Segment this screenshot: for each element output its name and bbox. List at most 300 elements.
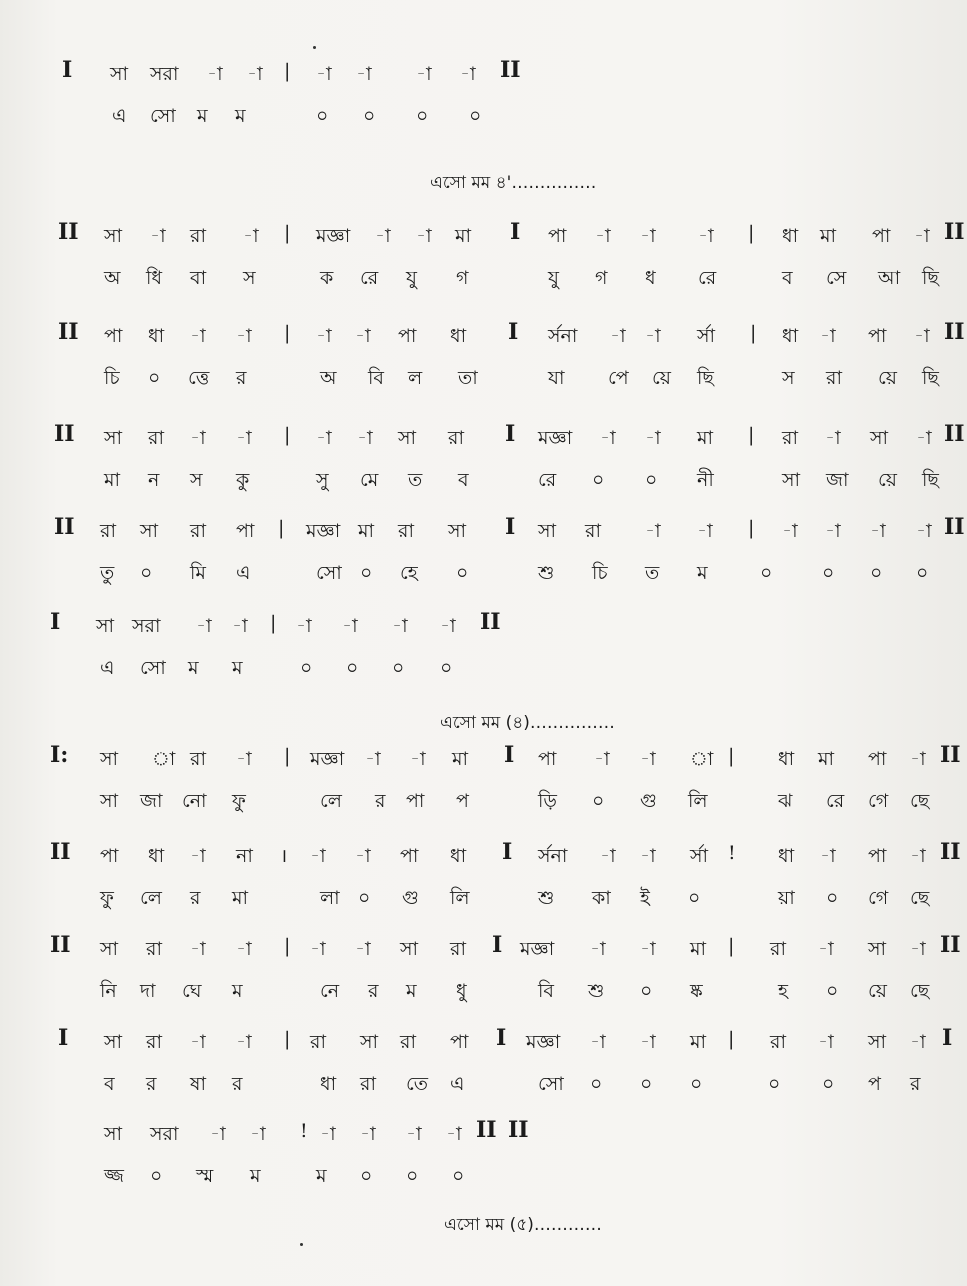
lyric-syllable: ০ xyxy=(406,1165,419,1187)
swara-note: -া xyxy=(416,225,432,247)
swara-note: রা xyxy=(190,520,206,542)
lyric-syllable: মা xyxy=(232,887,249,909)
lyric-syllable: জা xyxy=(826,469,849,491)
swara-note: ধা xyxy=(778,748,795,770)
notation-block xyxy=(0,1025,967,1104)
swara-note: রা xyxy=(770,1031,786,1053)
bar-separator: | xyxy=(748,222,755,244)
lyric-line xyxy=(0,977,967,1011)
lyric-syllable: কা xyxy=(592,887,611,909)
swara-note: মা xyxy=(820,225,837,247)
lyric-syllable: নো xyxy=(182,790,207,812)
lyric-syllable: এ xyxy=(236,562,251,584)
lyric-syllable: ছি xyxy=(922,267,939,289)
ink-speck xyxy=(313,46,316,49)
lyric-syllable: এ xyxy=(112,105,127,127)
lyric-syllable: কু xyxy=(236,469,250,491)
bar-mark: I xyxy=(505,421,516,447)
lyric-line xyxy=(0,364,967,398)
swara-note: রা xyxy=(100,520,116,542)
swara-note: সা xyxy=(110,63,129,85)
swara-note: -া xyxy=(416,63,432,85)
lyric-syllable: লি xyxy=(688,790,708,812)
swara-note: পা xyxy=(398,325,417,347)
swara-note: র্সা xyxy=(697,325,716,347)
swara-note: মজ্ঞা xyxy=(520,938,555,960)
swara-note: -া xyxy=(190,427,206,449)
lyric-line xyxy=(0,559,967,593)
lyric-syllable: ০ xyxy=(826,980,839,1002)
lyric-syllable: ই xyxy=(640,887,650,909)
swara-note: মজ্ঞা xyxy=(306,520,341,542)
swara-note: মজ্ঞা xyxy=(538,427,573,449)
bar-separator: | xyxy=(284,322,291,344)
lyric-syllable: ০ xyxy=(826,887,839,909)
notation-block xyxy=(0,742,967,821)
lyric-syllable: ফু xyxy=(232,790,246,812)
lyric-syllable: গু xyxy=(402,887,419,909)
lyric-syllable: ০ xyxy=(358,887,371,909)
swara-note: সা xyxy=(104,1031,123,1053)
swara-note: -া xyxy=(392,615,408,637)
notation-block xyxy=(0,839,967,918)
swara-note: -া xyxy=(232,615,248,637)
swara-note: রা xyxy=(146,1031,162,1053)
lyric-syllable: বা xyxy=(190,267,207,289)
swara-note: -া xyxy=(645,325,661,347)
swara-note: মা xyxy=(358,520,375,542)
swara-note: সা xyxy=(104,427,123,449)
swara-note: পা xyxy=(868,325,887,347)
swara-note: -া xyxy=(190,845,206,867)
swara-note: পা xyxy=(236,520,255,542)
bar-separator: ! xyxy=(300,1120,308,1142)
lyric-syllable: প xyxy=(456,790,469,812)
lyric-syllable: ল xyxy=(408,367,423,389)
swara-note: ধা xyxy=(148,325,165,347)
swara-note: -া xyxy=(236,748,252,770)
ink-speck xyxy=(300,1243,303,1246)
lyric-syllable: ধু xyxy=(456,980,467,1002)
lyric-syllable: ০ xyxy=(363,105,376,127)
swara-note: -া xyxy=(916,427,932,449)
lyric-syllable: য়ে xyxy=(868,980,887,1002)
lyric-syllable: লে xyxy=(320,790,342,812)
bar-mark: I: xyxy=(50,742,69,768)
bar-separator: | xyxy=(748,424,755,446)
swara-note: -া xyxy=(640,845,656,867)
swara-note: -া xyxy=(645,427,661,449)
lyric-syllable: যু xyxy=(406,267,417,289)
swara-note: -া xyxy=(594,748,610,770)
swara-note: -া xyxy=(360,1123,376,1145)
lyric-syllable: স xyxy=(190,469,203,491)
swara-note: -া xyxy=(250,1123,266,1145)
notation-block xyxy=(0,57,967,136)
lyric-syllable: ম xyxy=(316,1165,327,1187)
notation-block xyxy=(0,1117,967,1196)
lyric-syllable: ০ xyxy=(592,469,605,491)
swara-note: র্সনা xyxy=(538,845,568,867)
bar-mark: I xyxy=(502,839,513,865)
lyric-syllable: ০ xyxy=(822,1073,835,1095)
swara-note: পা xyxy=(868,748,887,770)
lyric-syllable: যা xyxy=(548,367,565,389)
swara-note: মা xyxy=(452,748,469,770)
lyric-line xyxy=(0,1070,967,1104)
lyric-syllable: ঝ xyxy=(778,790,793,812)
swara-note: -া xyxy=(818,938,834,960)
swara-note: -া xyxy=(236,938,252,960)
swara-note: -া xyxy=(207,63,223,85)
lyric-syllable: সে xyxy=(826,267,847,289)
lyric-line xyxy=(0,654,967,688)
swara-note: পা xyxy=(538,748,557,770)
swara-note: -া xyxy=(870,520,886,542)
lyric-syllable: ছি xyxy=(697,367,714,389)
lyric-syllable: ত xyxy=(408,469,423,491)
swara-line xyxy=(0,57,967,94)
lyric-syllable: নী xyxy=(697,469,714,491)
swara-note: ধা xyxy=(782,325,799,347)
lyric-syllable: র xyxy=(375,790,386,812)
lyric-syllable: এ xyxy=(450,1073,465,1095)
lyric-syllable: রে xyxy=(826,790,845,812)
lyric-syllable: র xyxy=(236,367,247,389)
lyric-syllable: হ xyxy=(778,980,788,1002)
bar-mark: I xyxy=(510,219,521,245)
bar-separator: | xyxy=(284,222,291,244)
swara-note: -া xyxy=(375,225,391,247)
swara-note: -া xyxy=(310,845,326,867)
lyric-syllable: তু xyxy=(100,562,115,584)
lyric-syllable: পে xyxy=(608,367,629,389)
lyric-syllable: তা xyxy=(458,367,478,389)
lyric-syllable: ছে xyxy=(910,790,930,812)
swara-note: রা xyxy=(146,938,162,960)
swara-note: পা xyxy=(104,325,123,347)
bar-mark: II xyxy=(54,421,75,447)
lyric-syllable: ব xyxy=(782,267,793,289)
lyric-syllable: নি xyxy=(100,980,117,1002)
swara-note: ধা xyxy=(450,325,467,347)
lyric-syllable: লি xyxy=(450,887,470,909)
swara-note: -া xyxy=(818,1031,834,1053)
swara-note: -া xyxy=(365,748,381,770)
lyric-syllable: চি xyxy=(104,367,120,389)
lyric-syllable: ০ xyxy=(870,562,883,584)
lyric-syllable: সো xyxy=(316,562,342,584)
swara-note: -া xyxy=(600,427,616,449)
bar-separator: | xyxy=(270,612,277,634)
lyric-syllable: ০ xyxy=(760,562,773,584)
lyric-syllable: ০ xyxy=(822,562,835,584)
swara-note: -া xyxy=(316,63,332,85)
swara-note: সরা xyxy=(132,615,161,637)
swara-note: সা xyxy=(448,520,467,542)
swara-note: -া xyxy=(610,325,626,347)
swara-line xyxy=(0,609,967,646)
bar-separator: | xyxy=(748,517,755,539)
swara-note: রা xyxy=(770,938,786,960)
swara-note: মজ্ঞা xyxy=(526,1031,561,1053)
swara-line xyxy=(0,514,967,551)
lyric-syllable: ০ xyxy=(640,1073,653,1095)
swara-note: রা xyxy=(400,1031,416,1053)
swara-note: মজ্ঞা xyxy=(316,225,351,247)
swara-note: -া xyxy=(355,938,371,960)
swara-note: -া xyxy=(910,1031,926,1053)
swara-note: পা xyxy=(872,225,891,247)
lyric-syllable: স xyxy=(243,267,256,289)
swara-note: -া xyxy=(355,845,371,867)
notation-block xyxy=(0,609,967,688)
lyric-syllable: জা xyxy=(140,790,163,812)
lyric-syllable: আ xyxy=(878,267,901,289)
bar-mark: I xyxy=(62,57,73,83)
swara-note: -া xyxy=(460,63,476,85)
swara-note: রা xyxy=(190,748,206,770)
lyric-syllable: প xyxy=(868,1073,881,1095)
swara-note: -া xyxy=(190,325,206,347)
swara-note: -া xyxy=(640,1031,656,1053)
lyric-syllable: র xyxy=(190,887,201,909)
lyric-syllable: ত্তে xyxy=(188,367,210,389)
lyric-syllable: সা xyxy=(100,790,119,812)
bar-mark: II xyxy=(50,932,71,958)
swara-note: -া xyxy=(316,427,332,449)
lyric-syllable: ফু xyxy=(100,887,114,909)
swara-note: মা xyxy=(818,748,835,770)
lyric-syllable: শু xyxy=(538,562,555,584)
swara-line xyxy=(0,219,967,256)
swara-note: সা xyxy=(868,1031,887,1053)
lyric-syllable: অ xyxy=(104,267,121,289)
bar-mark: II xyxy=(940,742,961,768)
lyric-syllable: ০ xyxy=(140,562,153,584)
bar-mark: I xyxy=(508,319,519,345)
swara-note: সা xyxy=(360,1031,379,1053)
swara-note: -া xyxy=(320,1123,336,1145)
bar-separator: | xyxy=(728,745,735,767)
swara-note: া xyxy=(690,748,714,770)
lyric-syllable: ০ xyxy=(916,562,929,584)
swara-note: সরা xyxy=(150,1123,179,1145)
lyric-syllable: য়ে xyxy=(878,469,897,491)
bar-separator: | xyxy=(278,517,285,539)
bar-mark: I xyxy=(942,1025,953,1051)
swara-note: -া xyxy=(410,748,426,770)
lyric-syllable: স xyxy=(782,367,795,389)
lyric-syllable: চি xyxy=(592,562,608,584)
lyric-syllable: ধা xyxy=(320,1073,337,1095)
swara-note: া xyxy=(152,748,176,770)
bar-mark: II xyxy=(944,514,965,540)
lyric-syllable: নে xyxy=(320,980,340,1002)
lyric-syllable: ০ xyxy=(469,105,482,127)
swara-note: -া xyxy=(236,427,252,449)
swara-note: -া xyxy=(210,1123,226,1145)
bar-mark: II xyxy=(944,421,965,447)
bar-mark: II xyxy=(508,1117,529,1143)
lyric-syllable: তে xyxy=(406,1073,428,1095)
lyric-syllable: শু xyxy=(538,887,555,909)
swara-note: -া xyxy=(236,325,252,347)
swara-note: সা xyxy=(100,748,119,770)
swara-note: -া xyxy=(640,225,656,247)
lyric-syllable: বি xyxy=(368,367,385,389)
lyric-line xyxy=(0,466,967,500)
swara-note: -া xyxy=(406,1123,422,1145)
section-heading: এসো মম (৫)………… xyxy=(444,1215,602,1235)
lyric-syllable: ত xyxy=(645,562,660,584)
lyric-line xyxy=(0,884,967,918)
swara-note: -া xyxy=(640,938,656,960)
lyric-syllable: ০ xyxy=(360,562,373,584)
lyric-line xyxy=(0,102,967,136)
lyric-syllable: ০ xyxy=(392,657,405,679)
lyric-syllable: ম xyxy=(697,562,708,584)
notation-block xyxy=(0,932,967,1011)
lyric-syllable: ০ xyxy=(592,790,605,812)
lyric-syllable: লা xyxy=(320,887,340,909)
lyric-syllable: বি xyxy=(538,980,555,1002)
bar-separator: | xyxy=(728,935,735,957)
lyric-syllable: গে xyxy=(868,790,889,812)
lyric-syllable: ছি xyxy=(922,469,939,491)
swara-note: -া xyxy=(236,1031,252,1053)
lyric-syllable: এ xyxy=(100,657,115,679)
lyric-syllable: ম xyxy=(235,105,246,127)
bar-mark: II xyxy=(58,219,79,245)
lyric-syllable: ০ xyxy=(688,887,701,909)
swara-note: -া xyxy=(820,325,836,347)
lyric-syllable: রে xyxy=(360,267,379,289)
bar-separator: | xyxy=(284,1028,291,1050)
swara-note: -া xyxy=(190,938,206,960)
notation-block xyxy=(0,219,967,298)
bar-mark: I xyxy=(50,609,61,635)
swara-note: রা xyxy=(448,427,464,449)
swara-note: -া xyxy=(342,615,358,637)
bar-separator: ! xyxy=(728,842,736,864)
bar-mark: II xyxy=(50,839,71,865)
swara-note: -া xyxy=(196,615,212,637)
lyric-syllable: স্ম xyxy=(196,1165,214,1187)
lyric-syllable: ম xyxy=(197,105,208,127)
swara-note: রা xyxy=(310,1031,326,1053)
bar-mark: I xyxy=(58,1025,69,1051)
lyric-syllable: ০ xyxy=(148,367,161,389)
swara-note: -া xyxy=(914,225,930,247)
swara-note: -া xyxy=(150,225,166,247)
lyric-syllable: ব xyxy=(458,469,469,491)
lyric-syllable: হে xyxy=(400,562,418,584)
swara-note: পা xyxy=(450,1031,469,1053)
swara-note: -া xyxy=(910,845,926,867)
lyric-syllable: য়ে xyxy=(652,367,671,389)
swara-note: রা xyxy=(585,520,601,542)
swara-note: -া xyxy=(310,938,326,960)
swara-note: সা xyxy=(104,225,123,247)
lyric-syllable: সো xyxy=(538,1073,564,1095)
notation-block xyxy=(0,421,967,500)
swara-line xyxy=(0,1117,967,1154)
swara-note: পা xyxy=(100,845,119,867)
lyric-syllable: র xyxy=(146,1073,157,1095)
swara-line xyxy=(0,742,967,779)
lyric-syllable: ০ xyxy=(640,980,653,1002)
lyric-syllable: সু xyxy=(316,469,329,491)
lyric-syllable: ০ xyxy=(150,1165,163,1187)
lyric-syllable: ০ xyxy=(590,1073,603,1095)
swara-note: সা xyxy=(538,520,557,542)
lyric-syllable: পা xyxy=(406,790,425,812)
lyric-syllable: গে xyxy=(868,887,889,909)
lyric-syllable: ০ xyxy=(768,1073,781,1095)
bar-mark: II xyxy=(500,57,521,83)
lyric-syllable: ০ xyxy=(300,657,313,679)
swara-note: সা xyxy=(870,427,889,449)
lyric-syllable: ষ্ক xyxy=(690,980,703,1002)
bar-separator: । xyxy=(280,845,288,867)
bar-separator: | xyxy=(284,745,291,767)
lyric-syllable: ছে xyxy=(910,887,930,909)
swara-note: -া xyxy=(190,1031,206,1053)
swara-note: মা xyxy=(690,938,707,960)
bar-mark: II xyxy=(480,609,501,635)
swara-note: মা xyxy=(690,1031,707,1053)
notation-block xyxy=(0,514,967,593)
lyric-syllable: ম xyxy=(188,657,199,679)
lyric-line xyxy=(0,264,967,298)
lyric-syllable: ঘে xyxy=(182,980,202,1002)
lyric-syllable: মি xyxy=(190,562,206,584)
swara-note: ধা xyxy=(782,225,799,247)
lyric-syllable: ছে xyxy=(910,980,930,1002)
lyric-syllable: ম xyxy=(232,657,243,679)
swara-note: -া xyxy=(316,325,332,347)
lyric-syllable: ০ xyxy=(452,1165,465,1187)
swara-note: সা xyxy=(400,938,419,960)
swara-note: ধা xyxy=(450,845,467,867)
swara-note: সা xyxy=(104,1123,123,1145)
lyric-line xyxy=(0,787,967,821)
swara-note: না xyxy=(236,845,253,867)
swara-note: ধা xyxy=(148,845,165,867)
lyric-syllable: ০ xyxy=(346,657,359,679)
swara-note: পা xyxy=(868,845,887,867)
swara-note: -া xyxy=(910,938,926,960)
bar-mark: II xyxy=(944,319,965,345)
lyric-syllable: ষা xyxy=(190,1073,206,1095)
swara-note: ধা xyxy=(778,845,795,867)
lyric-syllable: ম xyxy=(232,980,243,1002)
swara-note: -া xyxy=(296,615,312,637)
lyric-syllable: গ xyxy=(595,267,608,289)
lyric-syllable: ন xyxy=(148,469,160,491)
lyric-syllable: ধি xyxy=(146,267,163,289)
swara-note: -া xyxy=(590,1031,606,1053)
swara-note: -া xyxy=(825,520,841,542)
swara-note: -া xyxy=(910,748,926,770)
lyric-syllable: গু xyxy=(640,790,657,812)
lyric-syllable: র xyxy=(368,980,379,1002)
bar-separator: | xyxy=(284,935,291,957)
swara-note: সা xyxy=(868,938,887,960)
bar-mark: I xyxy=(492,932,503,958)
lyric-syllable: অ xyxy=(320,367,337,389)
